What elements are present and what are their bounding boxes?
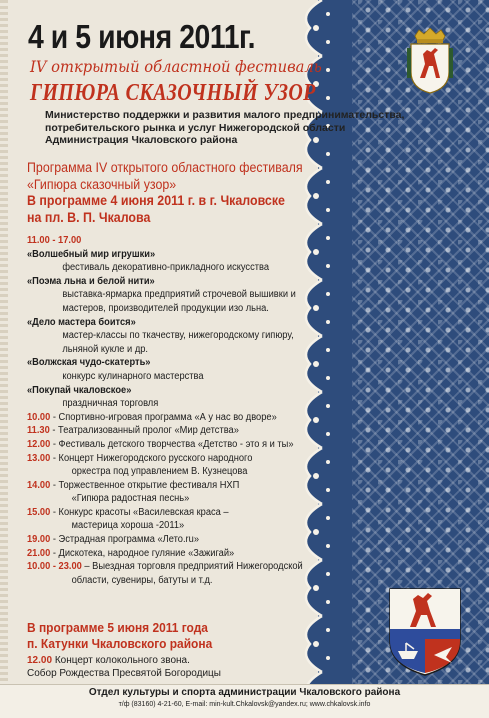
schedule-item-desc: конкурс кулинарного мастерства xyxy=(62,370,204,382)
event-text: - Спортивно-игровая программа «А у нас во дворе» xyxy=(52,411,277,423)
program-heading-line: В программе 4 июня 2011 г. в г. Чкаловске xyxy=(27,193,285,208)
day2-heading-line: п. Катунки Чкаловского района xyxy=(27,636,213,651)
event-text: - Дискотека, народное гуляние «Зажигай» xyxy=(52,547,235,559)
footer-contacts: т/ф (83160) 4-21-60, E-mail: min-kult.Chkalovsk@yandex.ru; www.chkalovsk.info xyxy=(118,701,371,708)
event-row xyxy=(27,560,418,574)
event-text: - Эстрадная программа «Лето.ru» xyxy=(52,534,199,546)
event-row xyxy=(27,479,418,493)
organizer-line: потребительского рынка и услуг Нижегородской области xyxy=(45,121,346,134)
footer xyxy=(0,687,489,710)
festival-name: ГИПЮРА СКАЗОЧНЫЙ УЗОР xyxy=(30,80,316,106)
event-text: - Торжественное открытие фестиваля НХП xyxy=(52,479,240,491)
organizer-line: Администрация Чкаловского района xyxy=(45,134,238,146)
event-text: - Конкурс красоты «Василевская краса – xyxy=(52,506,229,518)
festival-title: IV открытый областной фестиваль xyxy=(30,57,322,76)
event-row xyxy=(27,452,418,466)
event-row xyxy=(27,547,418,561)
event-time: 10.00 xyxy=(27,411,51,423)
schedule-item-title: «Волшебный мир игрушки» xyxy=(27,248,156,260)
schedule-item-desc: льняной кукле и др. xyxy=(62,343,149,355)
event-continuation: мастерица хороша -2011» xyxy=(71,520,185,532)
event-row xyxy=(27,424,418,438)
event-row xyxy=(27,533,418,547)
schedule-item-desc: фестиваль декоративно-прикладного искусства xyxy=(62,262,270,274)
day2-row: Собор Рождества Пресвятой Богородицы xyxy=(27,668,221,679)
program-heading-line: Программа IV открытого областного фестиваля xyxy=(27,160,303,175)
event-time: 10.00 - 23.00 xyxy=(27,561,82,573)
event-row xyxy=(27,438,418,452)
event-time: 11.30 xyxy=(27,425,50,437)
schedule xyxy=(27,234,447,587)
event-continuation: «Гипюра радостная песнь» xyxy=(71,493,190,505)
day2-text: Концерт колокольного звона. xyxy=(54,655,190,666)
schedule-item-title: «Волжская чудо-скатерть» xyxy=(27,357,151,369)
event-time: 21.00 xyxy=(27,547,51,559)
event-text: - Фестиваль детского творчества «Детство - это я и ты» xyxy=(52,438,294,450)
event-text: – Выездная торговля предприятий Нижегородской xyxy=(84,561,303,573)
event-continuation: оркестра под управлением В. Кузнецова xyxy=(71,466,248,478)
program-heading-line: «Гипюра сказочный узор» xyxy=(27,176,177,192)
left-lace-border xyxy=(0,0,8,717)
day2-heading xyxy=(27,620,327,652)
organizers xyxy=(45,109,405,147)
program-heading-line: на пл. В. П. Чкалова xyxy=(27,209,151,225)
organizer-line: Министерство поддержки и развития малого предпринимательства, xyxy=(45,109,405,121)
schedule-item-title: «Покупай чкаловское» xyxy=(27,384,132,396)
festival-date: 4 и 5 июня 2011г. xyxy=(28,18,256,55)
event-text: - Концерт Нижегородского русского народного xyxy=(52,452,253,464)
event-time: 19.00 xyxy=(27,534,51,546)
event-continuation: области, сувениры, батуты и т.д. xyxy=(71,574,213,586)
schedule-item-desc: выставка-ярмарка предприятий строчевой вышивки и xyxy=(62,289,296,301)
day2-time: 12.00 xyxy=(27,655,53,666)
event-text: - Театрализованный пролог «Мир детства» xyxy=(52,425,239,437)
event-row xyxy=(27,411,418,425)
event-time: 13.00 xyxy=(27,452,51,464)
schedule-item-desc: праздничная торговля xyxy=(62,398,159,410)
event-time: 12.00 xyxy=(27,438,51,450)
day2-program xyxy=(27,654,347,680)
schedule-time: 11.00 - 17.00 xyxy=(27,235,82,246)
schedule-item-title: «Поэма льна и белой нити» xyxy=(27,275,155,287)
schedule-item-title: «Дело мастера боится» xyxy=(27,316,136,328)
footer-organization: Отдел культуры и спорта администрации Чкаловского района xyxy=(88,687,401,698)
event-time: 14.00 xyxy=(27,479,51,491)
program-heading xyxy=(27,160,327,226)
event-row xyxy=(27,506,418,520)
event-time: 15.00 xyxy=(27,506,51,518)
schedule-row xyxy=(27,234,418,248)
day2-heading-line: В программе 5 июня 2011 года xyxy=(27,620,208,635)
schedule-item-desc: мастер-классы по ткачеству, нижегородскому гипюру, xyxy=(62,330,294,342)
schedule-item-desc: мастеров, производителей продукции изо льна. xyxy=(62,302,269,314)
day2-row xyxy=(27,654,347,667)
district-coat-of-arms-icon xyxy=(386,585,464,677)
coat-of-arms-icon xyxy=(405,28,455,94)
